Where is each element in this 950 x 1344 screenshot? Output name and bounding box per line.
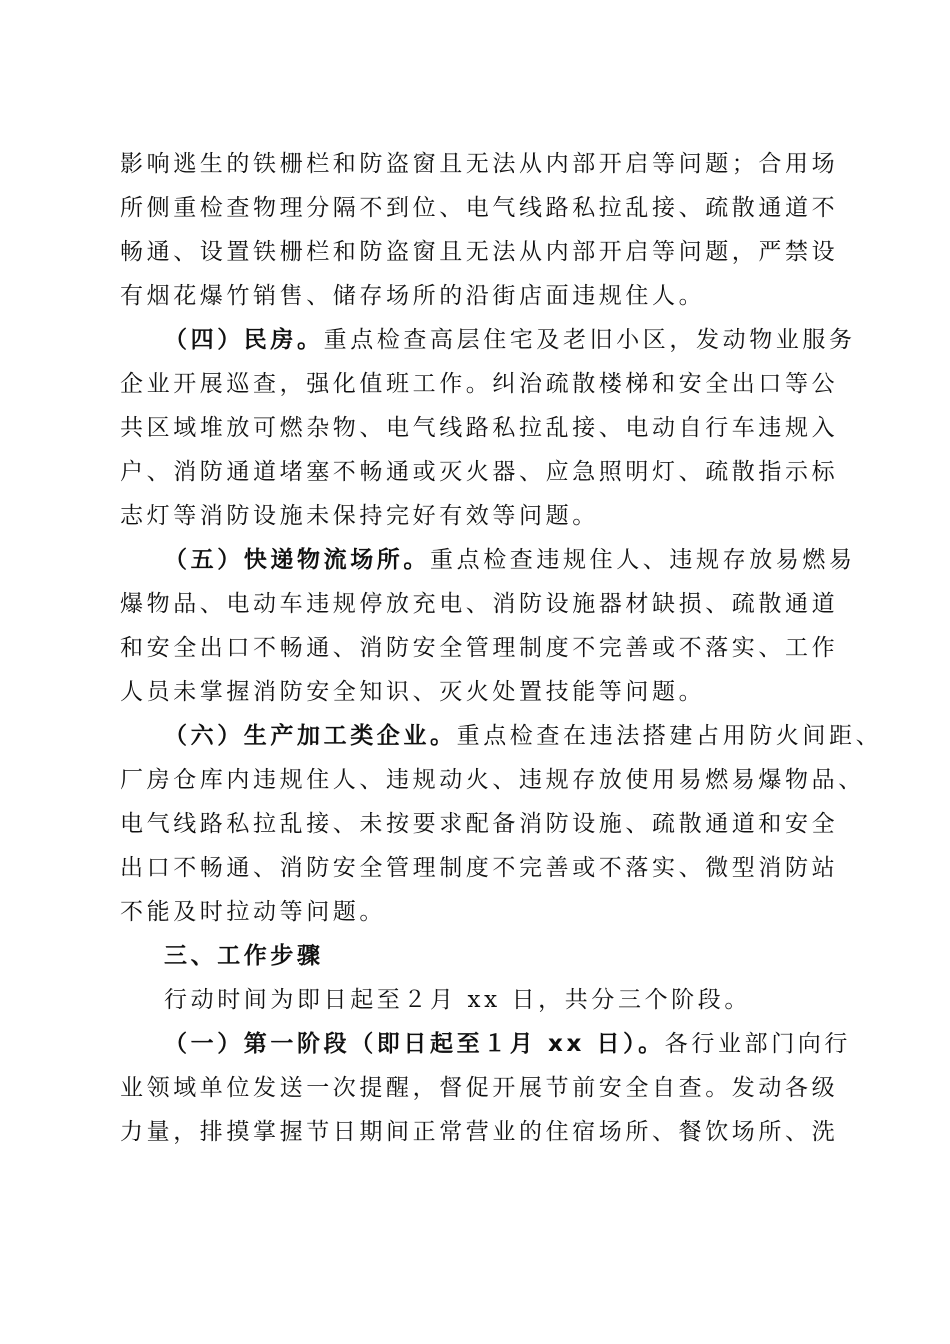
paragraph-line: 畅通、设置铁栅栏和防盗窗且无法从内部开启等问题，严禁设	[120, 239, 839, 265]
paragraph-text: 重点检查违规住人、违规存放易燃易	[430, 547, 856, 573]
paragraph-line: 不能及时拉动等问题。	[120, 899, 386, 925]
paragraph-line: 影响逃生的铁栅栏和防盗窗且无法从内部开启等问题；合用场	[120, 151, 839, 177]
paragraph-line: 共区域堆放可燃杂物、电气线路私拉乱接、电动自行车违规入	[120, 415, 839, 441]
subsection-title-logistics: （五）快递物流场所。	[164, 547, 430, 573]
subsection-title-residential: （四）民房。	[164, 327, 324, 353]
paragraph-first-line	[120, 714, 883, 758]
paragraph-text: 重点检查在违法搭建占用防火间距、	[456, 723, 883, 749]
subsection-title-phase-one: （一）第一阶段（即日起至１月 xx 日）。	[164, 1031, 665, 1057]
paragraph-line: 户、消防通道堵塞不畅通或灭火器、应急照明灯、疏散指示标	[120, 459, 839, 485]
paragraph-first-line	[120, 318, 856, 362]
paragraph-line: 有烟花爆竹销售、储存场所的沿街店面违规住人。	[120, 283, 706, 309]
paragraph-text: 各行业部门向行	[664, 1031, 851, 1057]
paragraph-line: 志灯等消防设施未保持完好有效等问题。	[120, 503, 599, 529]
paragraph-first-line	[120, 1022, 851, 1066]
paragraph-line: 人员未掌握消防安全知识、灭火处置技能等问题。	[120, 679, 706, 705]
section-intro: 行动时间为即日起至２月 xx 日，共分三个阶段。	[164, 987, 751, 1013]
paragraph-line: 厂房仓库内违规住人、违规动火、违规存放使用易燃易爆物品、	[120, 767, 865, 793]
paragraph-line: 爆物品、电动车违规停放充电、消防设施器材缺损、疏散通道	[120, 591, 839, 617]
subsection-title-manufacturing: （六）生产加工类企业。	[164, 723, 457, 749]
paragraph-first-line	[120, 538, 856, 582]
paragraph-line: 出口不畅通、消防安全管理制度不完善或不落实、微型消防站	[120, 855, 839, 881]
paragraph-text: 重点检查高层住宅及老旧小区，发动物业服务	[323, 327, 856, 353]
paragraph-line: 业领域单位发送一次提醒，督促开展节前安全自查。发动各级	[120, 1075, 839, 1101]
section-heading: 三、工作步骤	[164, 943, 324, 969]
paragraph-line: 和安全出口不畅通、消防安全管理制度不完善或不落实、工作	[120, 635, 839, 661]
paragraph-line: 企业开展巡查，强化值班工作。纠治疏散楼梯和安全出口等公	[120, 371, 839, 397]
paragraph-line: 力量，排摸掌握节日期间正常营业的住宿场所、餐饮场所、洗	[120, 1119, 839, 1145]
paragraph-line: 所侧重检查物理分隔不到位、电气线路私拉乱接、疏散通道不	[120, 195, 839, 221]
paragraph-line: 电气线路私拉乱接、未按要求配备消防设施、疏散通道和安全	[120, 811, 839, 837]
document-page	[120, 142, 883, 1154]
